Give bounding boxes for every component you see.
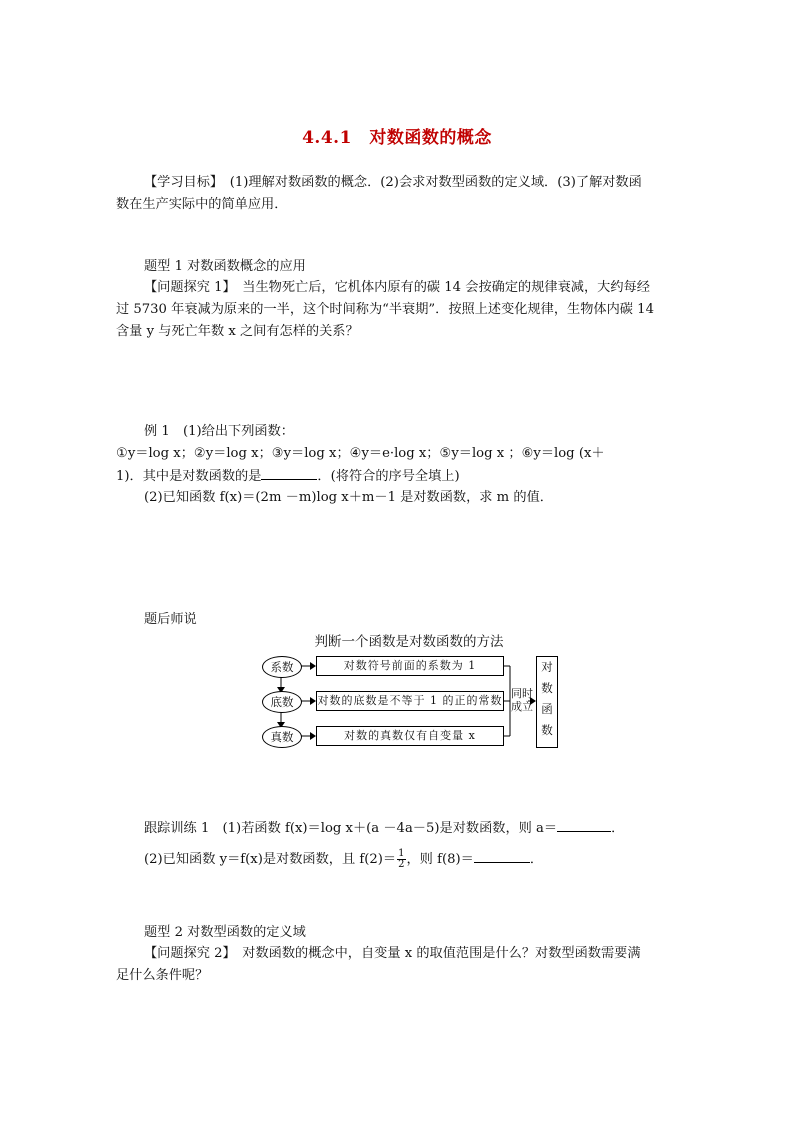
diagram-title: 判断一个函数是对数函数的方法 <box>314 634 504 650</box>
section2-heading: 题型 2 对数型函数的定义域 <box>144 925 306 940</box>
fraction-denominator: 2 <box>398 859 405 870</box>
result-char-4: 数 <box>541 723 553 737</box>
example1-question-pre: 1)．其中是对数函数的是 <box>116 469 262 484</box>
remark-heading: 题后师说 <box>144 612 197 627</box>
answer-blank[interactable] <box>261 465 317 480</box>
condition-coefficient: 对数符号前面的系数为 1 <box>316 656 504 676</box>
result-char-3: 函 <box>541 702 553 716</box>
example1-question-post: ．(将符合的序号全填上) <box>317 469 460 484</box>
fraction-one-half <box>397 849 405 870</box>
result-char-2: 数 <box>541 681 553 695</box>
condition-base: 对数的底数是不等于 1 的正的常数 <box>316 691 504 711</box>
joint-label-2: 成立 <box>511 700 533 713</box>
answer-blank-a[interactable] <box>557 817 611 832</box>
section1-heading: 题型 1 对数函数概念的应用 <box>144 259 306 274</box>
node-argument: 真数 <box>262 726 302 748</box>
answer-blank-f8[interactable] <box>474 848 530 863</box>
explore1-line3: 含量 y 与死亡年数 x 之间有怎样的关系？ <box>116 324 359 339</box>
fraction-numerator: 1 <box>398 848 405 859</box>
learning-goals-line1: 【学习目标】 (1)理解对数函数的概念．(2)会求对数型函数的定义域．(3)了解对数函 <box>144 175 642 190</box>
node-coefficient: 系数 <box>262 656 302 678</box>
condition-argument: 对数的真数仅有自变量 x <box>316 726 504 746</box>
explore2-line2: 足什么条件呢？ <box>116 968 209 983</box>
practice1-line1 <box>144 817 624 840</box>
example1-question-line <box>116 465 460 488</box>
method-diagram <box>254 630 564 760</box>
explore1-line2: 过 5730 年衰减为原来的一半，这个时间称为“半衰期”．按照上述变化规律，生物体内碳 14 <box>116 302 654 317</box>
node-base: 底数 <box>262 691 302 713</box>
joint-label-1: 同时 <box>511 687 533 700</box>
learning-goals-line2: 数在生产实际中的简单应用． <box>116 197 288 212</box>
example1-part2: (2)已知函数 f(x)＝(2m －m)log x＋m－1 是对数函数，求 m 的值． <box>144 490 553 505</box>
explore1-line1: 【问题探究 1】 当生物死亡后，它机体内原有的碳 14 会按确定的规律衰减，大约每经 <box>144 280 650 295</box>
practice1-q1-post: ． <box>611 821 625 836</box>
result-char-1: 对 <box>541 660 553 674</box>
practice1-q2-mid: ，则 f(8)＝ <box>406 852 474 867</box>
page-title: 4.4.1 对数函数的概念 <box>302 128 492 148</box>
example1-functions: ①y＝log x；②y＝log x；③y＝log x；④y＝e·log x；⑤y＝log x ；⑥y＝log (x＋ <box>116 446 605 461</box>
example1-label: 例 1 (1)给出下列函数： <box>144 424 294 439</box>
joint-label <box>510 687 534 713</box>
practice1-line2 <box>144 848 543 871</box>
practice1-q2-pre: (2)已知函数 y＝f(x)是对数函数，且 f(2)＝ <box>144 852 397 867</box>
explore2-line1: 【问题探究 2】 对数函数的概念中，自变量 x 的取值范围是什么？对数型函数需要满 <box>144 946 641 961</box>
practice1-q2-post: ． <box>529 852 544 867</box>
practice1-q1-pre: 跟踪训练 1 (1)若函数 f(x)＝log x＋(a －4a－5)是对数函数，则 a＝ <box>144 821 558 836</box>
result-box <box>536 656 558 748</box>
